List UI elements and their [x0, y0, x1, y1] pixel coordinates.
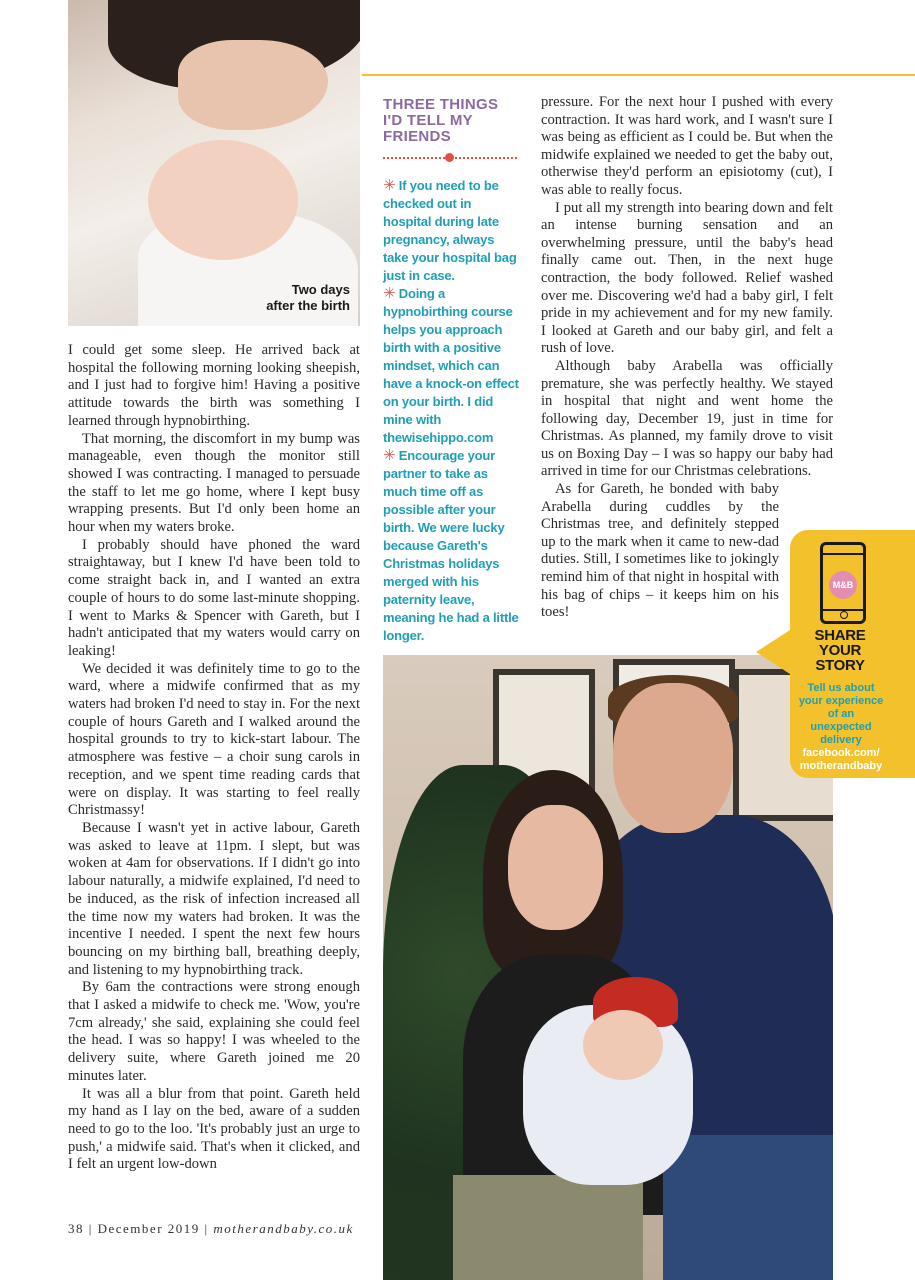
issue-date: December 2019 — [97, 1221, 200, 1236]
article-column-right — [541, 94, 833, 622]
article-paragraph: Because I wasn't yet in active labour, Gareth was asked to leave at 11pm. I slept, but was woken at 4am for observations. If I didn't go into labour naturally, a midwife explained, I'd need to be induced, as the risk of infection increased all the time now my waters had broken. It was the incentive I needed. I spent the next few hours bouncing on my birthing ball, breathing deeply, and listening to my hypnobirthing track. — [68, 819, 360, 978]
tip-item: ✳ Encourage your partner to take as much time off as possible after your birth. We were lucky because Gareth's Christmas holidays merged with his paternity leave, meaning he had a little longer. — [383, 447, 519, 643]
article-paragraph: I could get some sleep. He arrived back at hospital the following morning looking sheepish, and I just had to forgive him! Having a positive attitude towards the birth was something I learned through hypnobirthing. — [68, 342, 360, 429]
photo-baby-shape — [148, 140, 298, 260]
page-number: 38 — [68, 1221, 84, 1236]
phone-icon — [820, 542, 866, 624]
family-photo — [383, 655, 833, 1280]
article-paragraph: That morning, the discomfort in my bump was manageable, even though the monitor still showed I was contracting. I managed to persuade the staff to let me go home, where I kept busy wrapping presents. But I'd only been home an hour when my waters broke. — [68, 430, 360, 536]
asterisk-icon: ✳ — [383, 285, 396, 302]
tip-item: ✳ Doing a hypnobirthing course helps you approach birth with a positive mindset, which can have a knock-on effect on your birth. I did mine with thewisehippo.com — [383, 285, 519, 445]
article-paragraph: Although baby Arabella was officially premature, she was perfectly healthy. We stayed in hospital that night and went home the following day, December 19, just in time for Christmas. As planned, my family drove to visit us on Boxing Day – I was so happy our baby had arrived in time for our Christmas celebrations. — [541, 357, 833, 480]
dotted-divider — [383, 157, 517, 169]
man-head-shape — [613, 683, 733, 833]
site-url[interactable]: motherandbaby.co.uk — [213, 1221, 354, 1236]
tips-sidebar — [383, 97, 519, 645]
share-text: Tell us about your experience of an unexpected delivery facebook.com/ motherandbaby — [796, 682, 886, 773]
baby-face-shape — [583, 1010, 663, 1080]
article-paragraph: pressure. For the next hour I pushed with every contraction. It was hard work, and I wasn't sure I was being as efficient as I could be. But when the midwife explained we needed to get the baby out, otherwise they'd perform an episiotomy (cut), I was able to really focus. — [541, 94, 833, 198]
page-footer: 38 | December 2019 | motherandbaby.co.uk — [68, 1221, 354, 1236]
share-title: SHARE YOUR STORY — [814, 627, 866, 674]
divider-dot — [445, 153, 454, 162]
sidebar-title: THREE THINGS I'D TELL MY FRIENDS — [383, 96, 499, 145]
article-paragraph: I probably should have phoned the ward straightaway, but I knew I'd have been told to come straight back in, and I wanted an extra couple of hours to do some last-minute shopping. I went to Marks & Spencer with Gareth, but I hadn't anticipated that my waters would carry on leaking! — [68, 536, 360, 659]
mother-baby-photo — [68, 0, 360, 326]
article-paragraph: We decided it was definitely time to go to the ward, where a midwife confirmed that as my waters had broken I'd need to stay in. For the next couple of hours Gareth and I walked around the hospital grounds to try to kick-start labour. The atmosphere was festive – a choir sung carols in reception, and we spent time reading cards that were on display. It was starting to feel really Christmassy! — [68, 660, 360, 819]
asterisk-icon: ✳ — [383, 447, 396, 464]
tip-item: ✳ If you need to be checked out in hospital during late pregnancy, always take your hospital bag just in case. — [383, 177, 517, 283]
woman-face-shape — [508, 805, 603, 930]
photo-face-shape — [178, 40, 328, 130]
share-story-callout[interactable] — [790, 530, 915, 778]
tips-list — [383, 177, 519, 645]
article-paragraph: By 6am the contractions were strong enough that I asked a midwife to check me. 'Wow, you're 7cm already,' she said, explaining she could feel the head. I was so happy! I was wheeled to the delivery suite, where Gareth joined me 20 minutes later. — [68, 979, 360, 1084]
article-paragraph: As for Gareth, he bonded with baby Arabella during cuddles by the Christmas tree, and definitely stepped up to the mark when it came to new-dad duties. Still, I sometimes like to jokingly remind him of that night in hospital with his bag of chips – it keeps him on his toes! — [541, 481, 779, 621]
article-paragraph: It was all a blur from that point. Gareth held my hand as I lay on the bed, aware of a sudden need to go to the loo. 'It's probably just an urge to push,' a midwife said. That's when it clicked, and I felt an urgent low-down — [68, 1085, 360, 1173]
mb-logo: M&B — [829, 571, 857, 599]
facebook-link[interactable]: facebook.com/ motherandbaby — [799, 747, 883, 772]
skirt-shape — [453, 1175, 643, 1280]
section-rule — [362, 74, 915, 76]
photo-caption: Two days after the birth — [266, 282, 350, 313]
asterisk-icon: ✳ — [383, 177, 396, 194]
jeans-shape — [663, 1135, 833, 1280]
article-column-left — [68, 342, 360, 1174]
callout-pointer — [756, 630, 790, 674]
article-paragraph: I put all my strength into bearing down and felt an intense burning sensation and an overwhelming pressure, until the baby's head finally came out. Then, in the next huge contraction, the body followed. Relief washed over me. Discovering we'd had a baby girl, I felt pride in my achievement and for my new family. I looked at Gareth and our baby girl, and felt a rush of love. — [541, 199, 833, 357]
